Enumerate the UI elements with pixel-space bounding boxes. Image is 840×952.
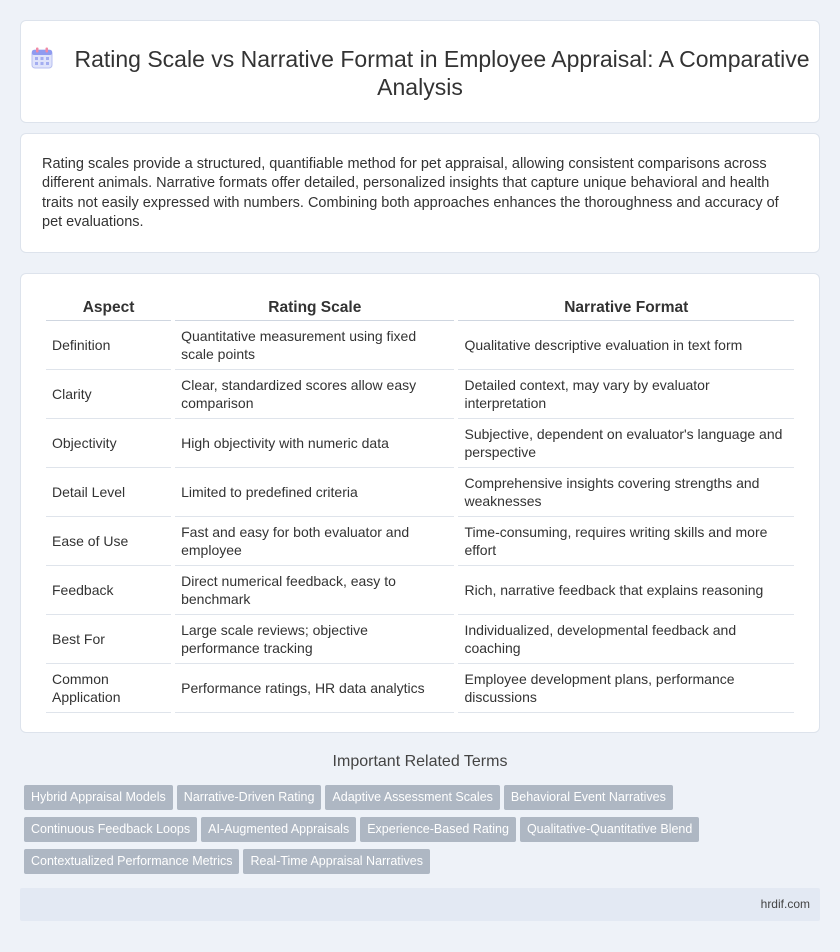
related-term-tag[interactable]: Continuous Feedback Loops: [24, 817, 197, 842]
related-terms-list: [24, 785, 724, 881]
table-row: [46, 664, 794, 713]
related-terms-heading: Important Related Terms: [332, 753, 508, 770]
related-term-tag[interactable]: Real-Time Appraisal Narratives: [243, 849, 430, 874]
row-narrative-format: Subjective, dependent on evaluator's language and perspective: [458, 419, 794, 468]
row-narrative-format: Detailed context, may vary by evaluator interpretation: [458, 370, 794, 419]
row-rating-scale: Clear, standardized scores allow easy comparison: [175, 370, 454, 419]
footer: [20, 888, 820, 921]
tag-row: [24, 785, 724, 817]
table-row: [46, 468, 794, 517]
table-header-row: [46, 296, 794, 321]
row-narrative-format: Qualitative descriptive evaluation in text form: [458, 321, 794, 370]
row-rating-scale: Large scale reviews; objective performance tracking: [175, 615, 454, 664]
table-row: [46, 419, 794, 468]
row-narrative-format: Rich, narrative feedback that explains reasoning: [458, 566, 794, 615]
page-title-text: Rating Scale vs Narrative Format in Employee Appraisal: A Comparative Analysis: [74, 46, 810, 100]
header-narrative-format: Narrative Format: [458, 296, 794, 321]
row-rating-scale: Performance ratings, HR data analytics: [175, 664, 454, 713]
row-rating-scale: High objectivity with numeric data: [175, 419, 454, 468]
table-row: [46, 517, 794, 566]
row-rating-scale: Fast and easy for both evaluator and employee: [175, 517, 454, 566]
related-term-tag[interactable]: Experience-Based Rating: [360, 817, 516, 842]
row-aspect: Detail Level: [46, 468, 171, 517]
row-aspect: Clarity: [46, 370, 171, 419]
comparison-card: [20, 273, 820, 733]
table-row: [46, 370, 794, 419]
page-title: [21, 45, 819, 101]
row-aspect: Common Application: [46, 664, 171, 713]
row-rating-scale: Direct numerical feedback, easy to benchmark: [175, 566, 454, 615]
title-card: [20, 20, 820, 123]
row-aspect: Ease of Use: [46, 517, 171, 566]
related-term-tag[interactable]: Hybrid Appraisal Models: [24, 785, 173, 810]
footer-site-link[interactable]: hrdif.com: [760, 897, 810, 911]
table-row: [46, 615, 794, 664]
tag-row: [24, 817, 724, 849]
row-narrative-format: Employee development plans, performance discussions: [458, 664, 794, 713]
row-aspect: Definition: [46, 321, 171, 370]
header-rating-scale: Rating Scale: [175, 296, 454, 321]
row-narrative-format: Individualized, developmental feedback and coaching: [458, 615, 794, 664]
table-row: [46, 321, 794, 370]
row-narrative-format: Comprehensive insights covering strengths and weaknesses: [458, 468, 794, 517]
row-narrative-format: Time-consuming, requires writing skills and more effort: [458, 517, 794, 566]
intro-card: [20, 133, 820, 253]
related-term-tag[interactable]: Qualitative-Quantitative Blend: [520, 817, 699, 842]
comparison-table: [42, 296, 798, 713]
intro-paragraph: Rating scales provide a structured, quantifiable method for pet appraisal, allowing consistent comparisons across different animals. Narrative formats offer detailed, personalized insights that capture unique behavioral and health traits not easily expressed with numbers. Combining both approaches enhances the thoroughness and accuracy of pet evaluations.: [42, 156, 779, 230]
table-row: [46, 566, 794, 615]
related-term-tag[interactable]: Behavioral Event Narratives: [504, 785, 673, 810]
row-aspect: Objectivity: [46, 419, 171, 468]
row-rating-scale: Limited to predefined criteria: [175, 468, 454, 517]
row-rating-scale: Quantitative measurement using fixed scale points: [175, 321, 454, 370]
tag-row: [24, 849, 724, 881]
header-aspect: Aspect: [46, 296, 171, 321]
related-term-tag[interactable]: Contextualized Performance Metrics: [24, 849, 239, 874]
related-term-tag[interactable]: AI-Augmented Appraisals: [201, 817, 356, 842]
calendar-icon: [30, 46, 54, 70]
related-term-tag[interactable]: Narrative-Driven Rating: [177, 785, 322, 810]
row-aspect: Feedback: [46, 566, 171, 615]
related-term-tag[interactable]: Adaptive Assessment Scales: [325, 785, 500, 810]
row-aspect: Best For: [46, 615, 171, 664]
